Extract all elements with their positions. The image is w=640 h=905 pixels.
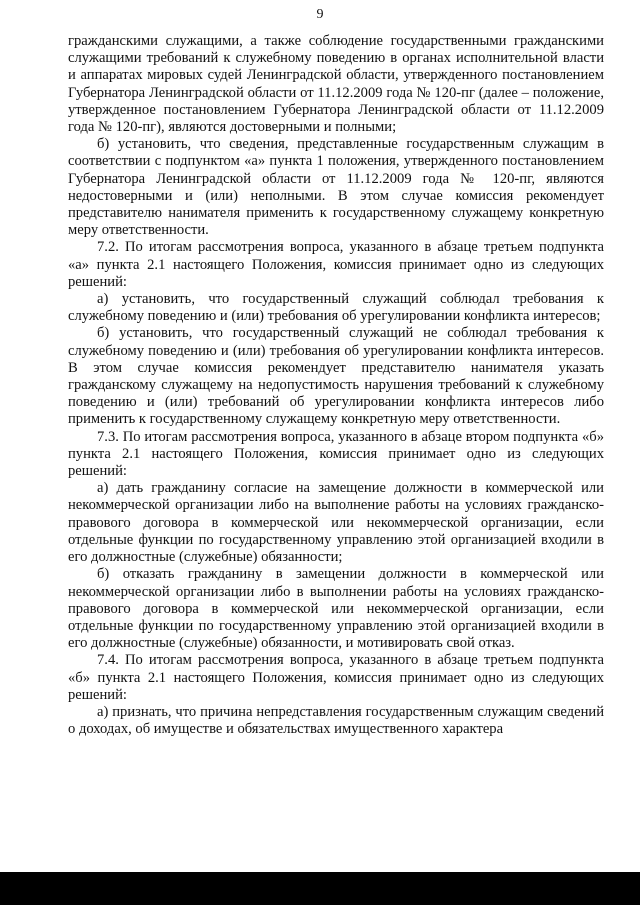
- paragraph-section-7-3: 7.3. По итогам рассмотрения вопроса, указанного в абзаце втором подпункта «б» пункта 2.1 настоящего Положения, комиссия принимает одно из следующих решений:: [68, 428, 604, 480]
- paragraph-7-3-item-a: а) дать гражданину согласие на замещение должности в коммерческой или некоммерческой организации либо на выполнение работы на условиях гражданско-правового договора в коммерческой или некоммерческой организации, если отдельные функции по государственному управлению этой организацией входили в его должностные (служебные) обязанности;: [68, 480, 604, 566]
- paragraph-7-2-item-b: б) установить, что государственный служащий не соблюдал требования к служебному поведению и (или) требования об урегулировании конфликта интересов. В этом случае комиссия рекомендует представителю нанимателя указать гражданскому служащему на недопустимость нарушения требований к служебному поведению и (или) требований об урегулировании конфликта интересов либо применить к государственному служащему конкретную меру ответственности.: [68, 325, 604, 428]
- paragraph-continuation: гражданскими служащими, а также соблюдение государственными гражданскими служащими требований к служебному поведению в органах исполнительной власти и аппаратах мировых судей Ленинградской области, утвержденного постановлением Губернатора Ленинградской области от 11.12.2009 года № 120-пг (далее – положение, утвержденное постановлением Губернатора Ленинградской области от 11.12.2009 года № 120-пг), являются достоверными и полными;: [68, 33, 604, 136]
- paragraph-7-2-item-a: а) установить, что государственный служащий соблюдал требования к служебному поведению и (или) требования об урегулировании конфликта интересов;: [68, 291, 604, 325]
- paragraph-7-4-item-a: а) признать, что причина непредставления государственным служащим сведений о доходах, об имуществе и обязательствах имущественного характера: [68, 703, 604, 738]
- paragraph-7-3-item-b: б) отказать гражданину в замещении должности в коммерческой или некоммерческой организации либо в выполнении работы на условиях гражданско-правового договора в коммерческой или некоммерческой организации, если отдельные функции по государственному управлению этой организацией входили в его должностные (служебные) обязанности, и мотивировать свой отказ.: [68, 566, 604, 652]
- paragraph-section-7-4: 7.4. По итогам рассмотрения вопроса, указанного в абзаце третьем подпункта «б» пункта 2.1 настоящего Положения, комиссия принимает одно из следующих решений:: [68, 652, 604, 703]
- scan-bottom-edge: [0, 872, 640, 905]
- paragraph-item-b-false-info: б) установить, что сведения, представленные государственным служащим в соответствии с подпунктом «а» пункта 1 положения, утвержденного постановлением Губернатора Ленинградской области от 11.12.2009 года № 120-пг, являются недостоверными и (или) неполными. В этом случае комиссия рекомендует представителю нанимателя применить к государственному служащему конкретную меру ответственности.: [68, 136, 604, 239]
- paragraph-section-7-2: 7.2. По итогам рассмотрения вопроса, указанного в абзаце третьем подпункта «а» пункта 2.1 настоящего Положения, комиссия принимает одно из следующих решений:: [68, 239, 604, 290]
- page-number: 9: [316, 7, 324, 22]
- document-body: [68, 33, 604, 738]
